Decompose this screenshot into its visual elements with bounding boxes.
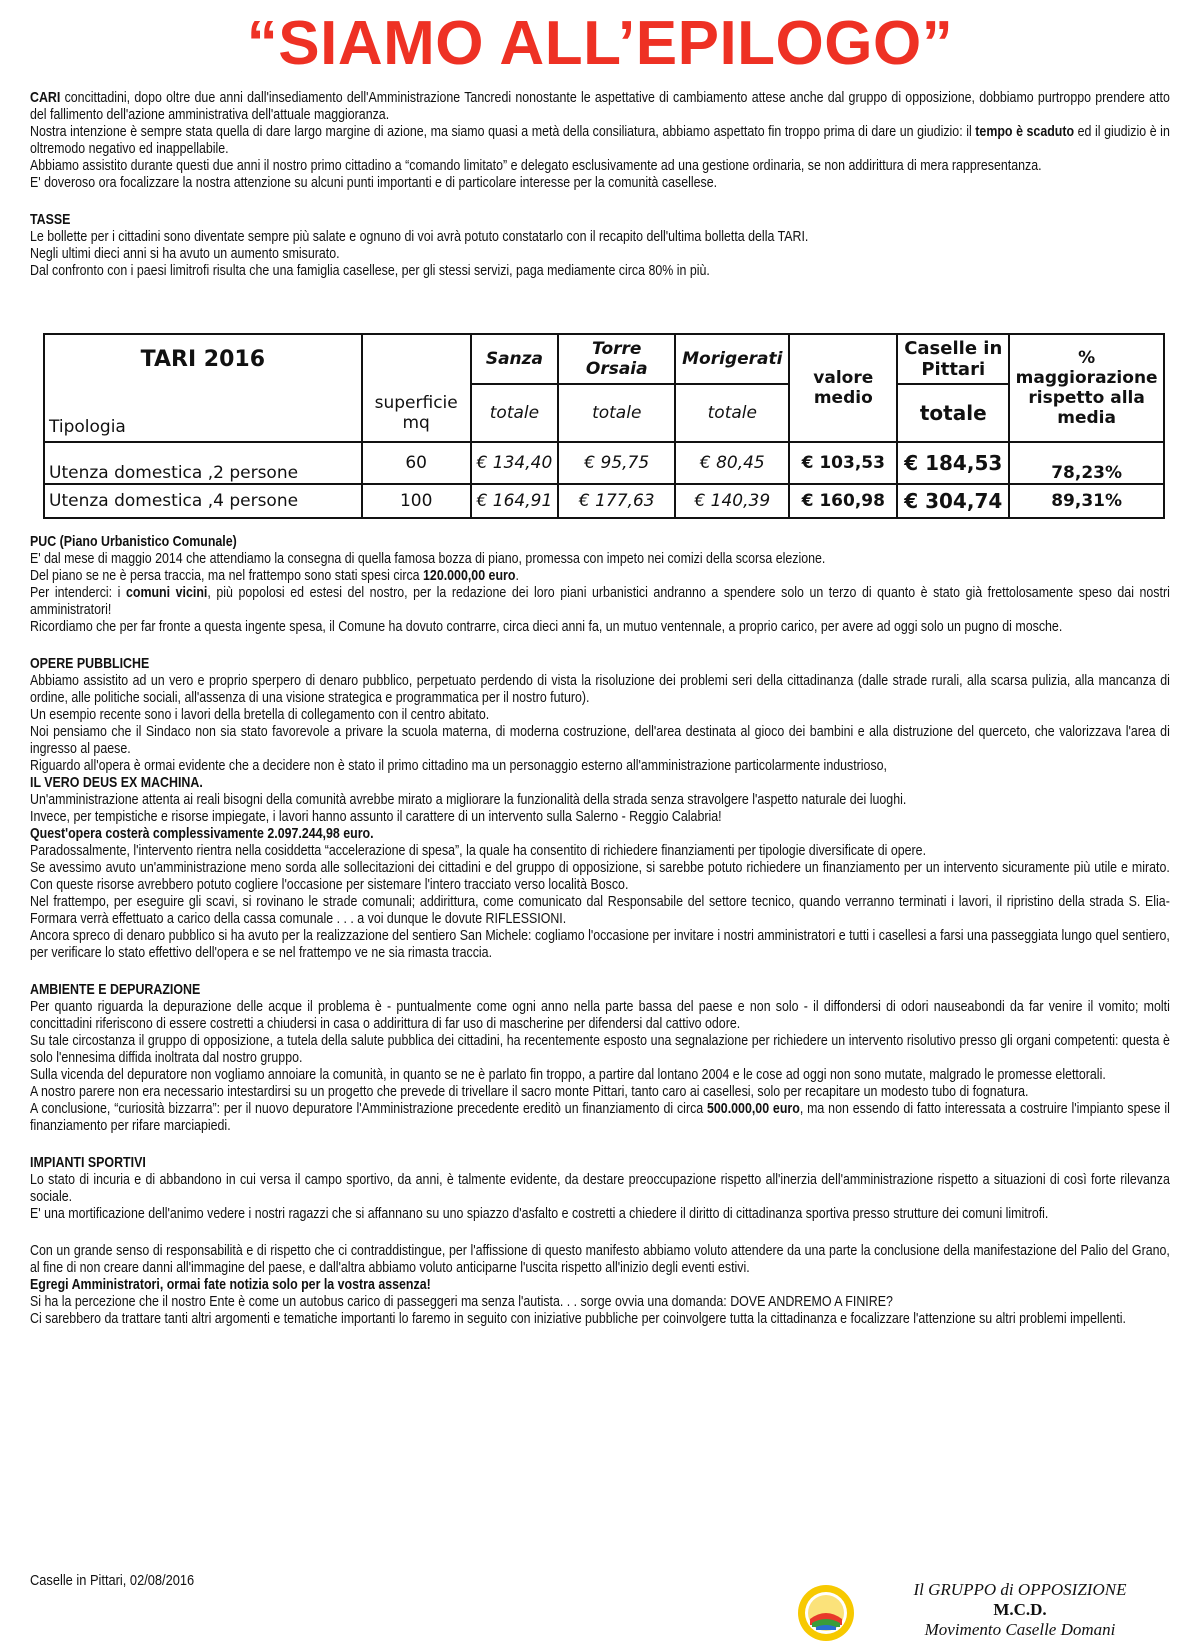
opere-paragraph-5: IL VERO DEUS EX MACHINA. bbox=[30, 775, 203, 791]
section-heading-ambiente: AMBIENTE E DEPURAZIONE bbox=[30, 982, 201, 998]
table-header-totale-torre: totale bbox=[558, 384, 675, 442]
table-cell-morig: € 80,45 bbox=[675, 442, 789, 484]
signature-acronym: M.C.D. bbox=[993, 1600, 1047, 1619]
table-header-torre-orsaia: Torre Orsaia bbox=[558, 334, 675, 384]
section-heading-tasse: TASSE bbox=[30, 212, 71, 228]
closing-paragraph-2: Egregi Amministratori, ormai fate notizia solo per la vostra assenza! bbox=[30, 1277, 431, 1293]
table-header-totale-morig: totale bbox=[675, 384, 789, 442]
body-text-bottom bbox=[30, 534, 1170, 1328]
table-header-morigerati: Morigerati bbox=[675, 334, 789, 384]
impianti-paragraph-1: Lo stato di incuria e di abbandono in cui versa il campo sportivo, da anni, è talmente evidente, da destare preoccupazione rispetto all'inerzia dell'amministrazione rispetto a situazioni di così forte rilevanza sociale. bbox=[30, 1172, 1170, 1205]
puc-paragraph-4: Ricordiamo che per far fronte a questa ingente spesa, il Comune ha dovuto contrarre, circa dieci anni fa, un mutuo ventennale, a proprio carico, per avere ad oggi solo un pugno di mosche. bbox=[30, 619, 1063, 635]
impianti-paragraph-2: E' una mortificazione dell'animo vedere i nostri ragazzi che si affannano su uno spiazzo d'asfalto e costretti a chiedere il diritto di cittadinanza sportiva presso strutture dei comuni limitrofi. bbox=[30, 1206, 1049, 1222]
table-cell-tipologia: Utenza domestica ,2 persone bbox=[44, 442, 362, 484]
ambiente-paragraph-4: A nostro parere non era necessario intestardirsi su un progetto che prevede di trivellare il sacro monte Pittari, tanto caro ai casellesi, solo per recapitare un modesto tubo di fognatura. bbox=[30, 1084, 1029, 1100]
puc-paragraph-3: Per intenderci: i comuni vicini, più popolosi ed estesi del nostro, per la redazione dei loro piani urbanistici andranno a spendere solo un terzo di quanto è stato già frettolosamente speso dai nostri amministratori! bbox=[30, 585, 1170, 618]
opere-paragraph-3: Noi pensiamo che il Sindaco non sia stato favorevole a privare la scuola materna, di moderna costruzione, dell'area destinata al gioco dei bambini e alla distruzione del querceto, che valorizzava l'area di ingresso al paese. bbox=[30, 724, 1170, 757]
opere-paragraph-8: Quest'opera costerà complessivamente 2.097.244,98 euro. bbox=[30, 826, 374, 842]
intro-paragraph-2: Nostra intenzione è sempre stata quella di dare largo margine di azione, ma siamo quasi a metà della consiliatura, abbiamo aspettato fin troppo prima di dare un giudizio: il tempo è scaduto ed il giudizio è in oltremodo negativo ed inappellabile. bbox=[30, 124, 1170, 157]
closing-paragraph-4: Ci sarebbero da trattare tanti altri argomenti e tematiche importanti lo faremo in seguito con iniziative pubbliche per coinvolgere tutta la cittadinanza e focalizzare l'attenzione su altri problemi impellenti. bbox=[30, 1311, 1126, 1327]
table-header-empty bbox=[362, 334, 471, 384]
opere-paragraph-10: Se avessimo avuto un'amministrazione meno sorda alle sollecitazioni dei cittadini e del gruppo di opposizione, si sarebbe potuto richiedere un finanziamento per un intervento sicuramente più utile e mirato. Con queste risorse avrebbero potuto cogliere l'occasione per sistemare l'intero tracciato verso località Bosco. bbox=[30, 860, 1170, 893]
table-cell-sanza: € 134,40 bbox=[471, 442, 559, 484]
opere-paragraph-7: Invece, per tempistiche e risorse impiegate, i lavori hanno assunto il carattere di un intervento sulla Salerno - Reggio Calabria! bbox=[30, 809, 722, 825]
signature-block bbox=[880, 1580, 1160, 1640]
section-heading-opere: OPERE PUBBLICHE bbox=[30, 656, 150, 672]
table-header-percentuale: % maggiorazione rispetto alla media bbox=[1009, 334, 1164, 442]
opere-paragraph-1: Abbiamo assistito ad un vero e proprio sperpero di denaro pubblico, perpetuato perdendo di vista la risoluzione dei problemi seri della cittadinanza (dalle strade rurali, alla scarsa pulizia, alla mancanza di ordine, alle politiche sociali, all'assenza di una visione strategica e programmatica per il nostro futuro). bbox=[30, 673, 1170, 706]
table-header-superficie: superficie mq bbox=[362, 384, 471, 442]
section-heading-impianti: IMPIANTI SPORTIVI bbox=[30, 1155, 146, 1171]
puc-paragraph-1: E' dal mese di maggio 2014 che attendiamo la consegna di quella famosa bozza di piano, promessa con impeto nei comizi della scorsa elezione. bbox=[30, 551, 826, 567]
table-header-sanza: Sanza bbox=[471, 334, 559, 384]
table-header-caselle: Caselle in Pittari bbox=[897, 334, 1009, 384]
table-cell-medio: € 103,53 bbox=[789, 442, 897, 484]
table-row bbox=[44, 442, 1164, 484]
tari-table bbox=[43, 333, 1165, 519]
table-cell-mq: 100 bbox=[362, 484, 471, 518]
page-title: “SIAMO ALL’EPILOGO” bbox=[246, 9, 954, 78]
opere-paragraph-11: Nel frattempo, per eseguire gli scavi, si rovinano le strade comunali; addirittura, come comunicato dal Responsabile del settore tecnico, quando verranno terminati i lavori, il ripristino della strada S. Elia-Formara verrà effettuato a carico della cassa comunale . . . a voi dunque le dovute RIFLESSIONI. bbox=[30, 894, 1170, 927]
body-text-top bbox=[30, 90, 1170, 280]
ambiente-paragraph-5: A conclusione, “curiosità bizzarra”: per il nuovo depuratore l'Amministrazione precedente ereditò un finanziamento di circa 500.000,00 euro, ma non essendo di fatto interessata a costruire l'impianto spese il finanziamento per rifare marciapiedi. bbox=[30, 1101, 1170, 1134]
ambiente-paragraph-3: Sulla vicenda del depuratore non vogliamo annoiare la comunità, in quanto se ne è parlato fin troppo, a partire dal lontano 2004 e le cose ad oggi non sono mutate, malgrado le promesse elettorali. bbox=[30, 1067, 1106, 1083]
signature-movement: Movimento Caselle Domani bbox=[924, 1620, 1116, 1639]
table-cell-caselle: € 304,74 bbox=[897, 484, 1009, 518]
table-cell-sanza: € 164,91 bbox=[471, 484, 559, 518]
opere-paragraph-2: Un esempio recente sono i lavori della bretella di collegamento con il centro abitato. bbox=[30, 707, 490, 723]
closing-paragraph-3: Si ha la percezione che il nostro Ente è come un autobus carico di passeggeri ma senza l'autista. . . sorge ovvia una domanda: DOVE ANDREMO A FINIRE? bbox=[30, 1294, 893, 1310]
mcd-logo-icon bbox=[796, 1583, 856, 1643]
intro-paragraph-4: E' doveroso ora focalizzare la nostra attenzione su alcuni punti importanti e di particolare interesse per la comunità casellese. bbox=[30, 175, 718, 191]
document-date: Caselle in Pittari, 02/08/2016 bbox=[30, 1573, 195, 1589]
tasse-paragraph-1: Le bollette per i cittadini sono diventate sempre più salate e ognuno di voi avrà potuto constatarlo con il recapito dell'ultima bolletta della TARI. bbox=[30, 229, 809, 245]
table-cell-medio: € 160,98 bbox=[789, 484, 897, 518]
sun-rays-icon bbox=[798, 1585, 854, 1641]
closing-paragraph-1: Con un grande senso di responsabilità e di rispetto che ci contraddistingue, per l'affissione di questo manifesto abbiamo voluto attendere da una parte la conclusione della manifestazione del Palio del Grano, al fine di non creare danni all'immagine del paese, e dall'altra abbiamo voluto anticiparne l'uscita rispetto all'inizio degli eventi estivi. bbox=[30, 1243, 1170, 1276]
table-header-totale-caselle: totale bbox=[897, 384, 1009, 442]
table-cell-tipologia: Utenza domestica ,4 persone bbox=[44, 484, 362, 518]
tasse-paragraph-3: Dal confronto con i paesi limitrofi risulta che una famiglia casellese, per gli stessi servizi, paga mediamente circa 80% in più. bbox=[30, 263, 710, 279]
table-header-totale-sanza: totale bbox=[471, 384, 559, 442]
table-cell-morig: € 140,39 bbox=[675, 484, 789, 518]
puc-paragraph-2: Del piano se ne è persa traccia, ma nel frattempo sono stati spesi circa 120.000,00 euro. bbox=[30, 568, 519, 584]
signature-group: Il GRUPPO di OPPOSIZIONE bbox=[913, 1580, 1127, 1599]
ambiente-paragraph-2: Su tale circostanza il gruppo di opposizione, a tutela della salute pubblica dei cittadini, ha recentemente esposto una segnalazione per richiedere un intervento risolutivo presso gli organi competenti: questa è solo l'ennesima diffida inoltrata dal nostro gruppo. bbox=[30, 1033, 1170, 1066]
opere-paragraph-12: Ancora spreco di denaro pubblico si ha avuto per la realizzazione del sentiero San Michele: cogliamo l'occasione per invitare i nostri amministratori e tutti i casellesi a farsi una passeggiata lungo quel sentiero, per verificare lo stato effettivo dell'opera e se nel frattempo ve ne sia rimasta traccia. bbox=[30, 928, 1170, 961]
ambiente-paragraph-1: Per quanto riguarda la depurazione delle acque il problema è - puntualmente come ogni anno nella parte bassa del paese e non solo - il diffondersi di odori nauseabondi da far venire il vomito; molti concittadini riferiscono di essere costretti a chiudersi in casa o addirittura di far uso di mascherine per difendersi dal cattivo odore. bbox=[30, 999, 1170, 1032]
table-cell-mq: 60 bbox=[362, 442, 471, 484]
table-row bbox=[44, 484, 1164, 518]
section-heading-puc: PUC (Piano Urbanistico Comunale) bbox=[30, 534, 237, 550]
tasse-paragraph-2: Negli ultimi dieci anni si ha avuto un aumento smisurato. bbox=[30, 246, 340, 262]
table-cell-torre: € 95,75 bbox=[558, 442, 675, 484]
table-header-valore-medio: valore medio bbox=[789, 334, 897, 442]
table-cell-perc: 89,31% bbox=[1009, 484, 1164, 518]
table-cell-caselle: € 184,53 bbox=[897, 442, 1009, 484]
table-title: TARI 2016 bbox=[44, 334, 362, 384]
table-cell-torre: € 177,63 bbox=[558, 484, 675, 518]
tari-table-container bbox=[43, 333, 1165, 519]
intro-paragraph-3: Abbiamo assistito durante questi due anni il nostro primo cittadino a “comando limitato” e delegato esclusivamente ad una gestione ordinaria, se non addirittura di mera rappresentanza. bbox=[30, 158, 1042, 174]
opere-paragraph-9: Paradossalmente, l'intervento rientra nella cosiddetta “accelerazione di spesa”, la quale ha consentito di richiedere finanziamenti per tipologie diversificate di opere. bbox=[30, 843, 927, 859]
opere-paragraph-6: Un'amministrazione attenta ai reali bisogni della comunità avrebbe mirato a migliorare la funzionalità della strada senza stravolgere l'aspetto naturale dei luoghi. bbox=[30, 792, 907, 808]
intro-paragraph-1: CARI concittadini, dopo oltre due anni dall'insediamento dell'Amministrazione Tancredi nonostante le aspettative di cambiamento attese anche dal gruppo di opposizione, dobbiamo purtroppo prendere atto del fallimento dell'azione amministrativa dell'attuale maggioranza. bbox=[30, 90, 1170, 123]
opere-paragraph-4: Riguardo all'opera è ormai evidente che a decidere non è stato il primo cittadino ma un personaggio esterno all'amministrazione particolarmente industrioso, bbox=[30, 758, 887, 774]
table-header-tipologia: Tipologia bbox=[44, 384, 362, 442]
table-cell-perc: 78,23% bbox=[1009, 442, 1164, 484]
